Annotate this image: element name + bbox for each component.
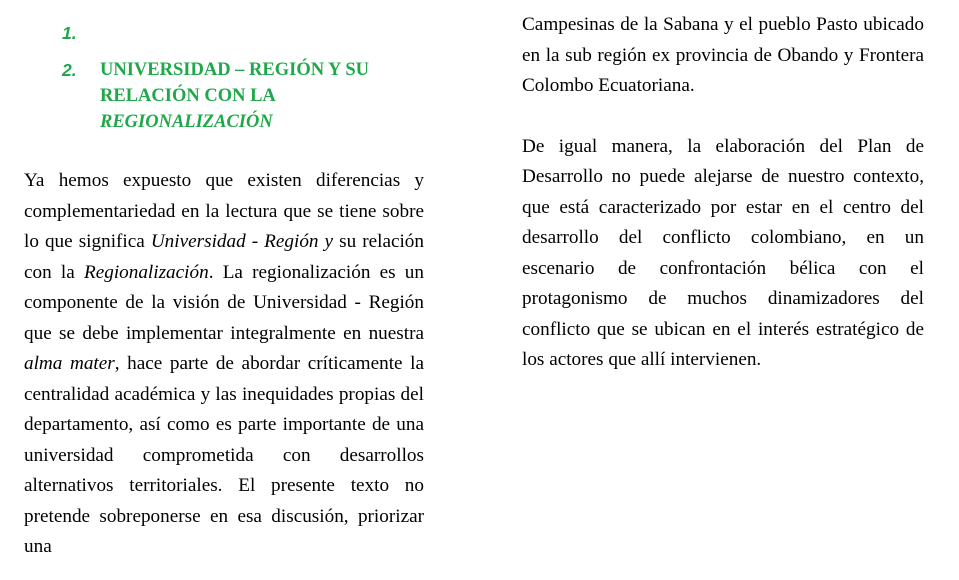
section-title-line-2: RELACIÓN CON LA [100, 86, 276, 106]
right-text-column [522, 10, 924, 376]
section-title-line-1: UNIVERSIDAD – REGIÓN Y SU [100, 60, 369, 80]
text-run-italic: alma mater [24, 353, 115, 374]
text-run: . La regionalización es un componente de la visión de Universidad - Región que se debe implementar integralmente en nuestra [24, 261, 424, 344]
text-run: , hace parte de abordar críticamente la centralidad académica y las inequidades propias del departamento, así como es parte importante de una universidad comprometida con desarrollos alternativos territoriales. El presente texto no pretende sobreponerse en esa discusión, priorizar una [24, 353, 425, 557]
heading-number-2: 2. [62, 60, 77, 80]
left-text-column [24, 166, 424, 563]
text-run: Ya hemos expuesto que existen diferencias y complementariedad en la lectura que se tiene sobre lo que significa [24, 170, 424, 252]
right-paragraph-2: De igual manera, la elaboración del Plan de Desarrollo no puede alejarse de nuestro contexto, que está caracterizado por estar en el centro del desarrollo del conflicto colombiano, en un escenario de confrontación bélica con el protagonismo de muchos dinamizadores del conflicto que se ubican en el interés estratégico de los actores que allí intervienen. [522, 135, 924, 370]
text-run: su relación con la [24, 231, 424, 283]
text-run-italic: Regionalización [83, 261, 209, 283]
heading-item-1 [62, 18, 442, 58]
left-paragraph [24, 166, 424, 563]
section-title-line-3: REGIONALIZACIÓN [100, 112, 273, 132]
section-heading-list [62, 18, 442, 135]
heading-number-1: 1. [62, 23, 77, 43]
heading-item-2 [62, 57, 442, 135]
right-paragraph-1: Campesinas de la Sabana y el pueblo Pasto ubicado en la sub región ex provincia de Obando y Frontera Colombo Ecuatoriana. [522, 14, 924, 96]
text-run-italic: Universidad - Región y [150, 231, 334, 252]
section-title [100, 57, 440, 135]
